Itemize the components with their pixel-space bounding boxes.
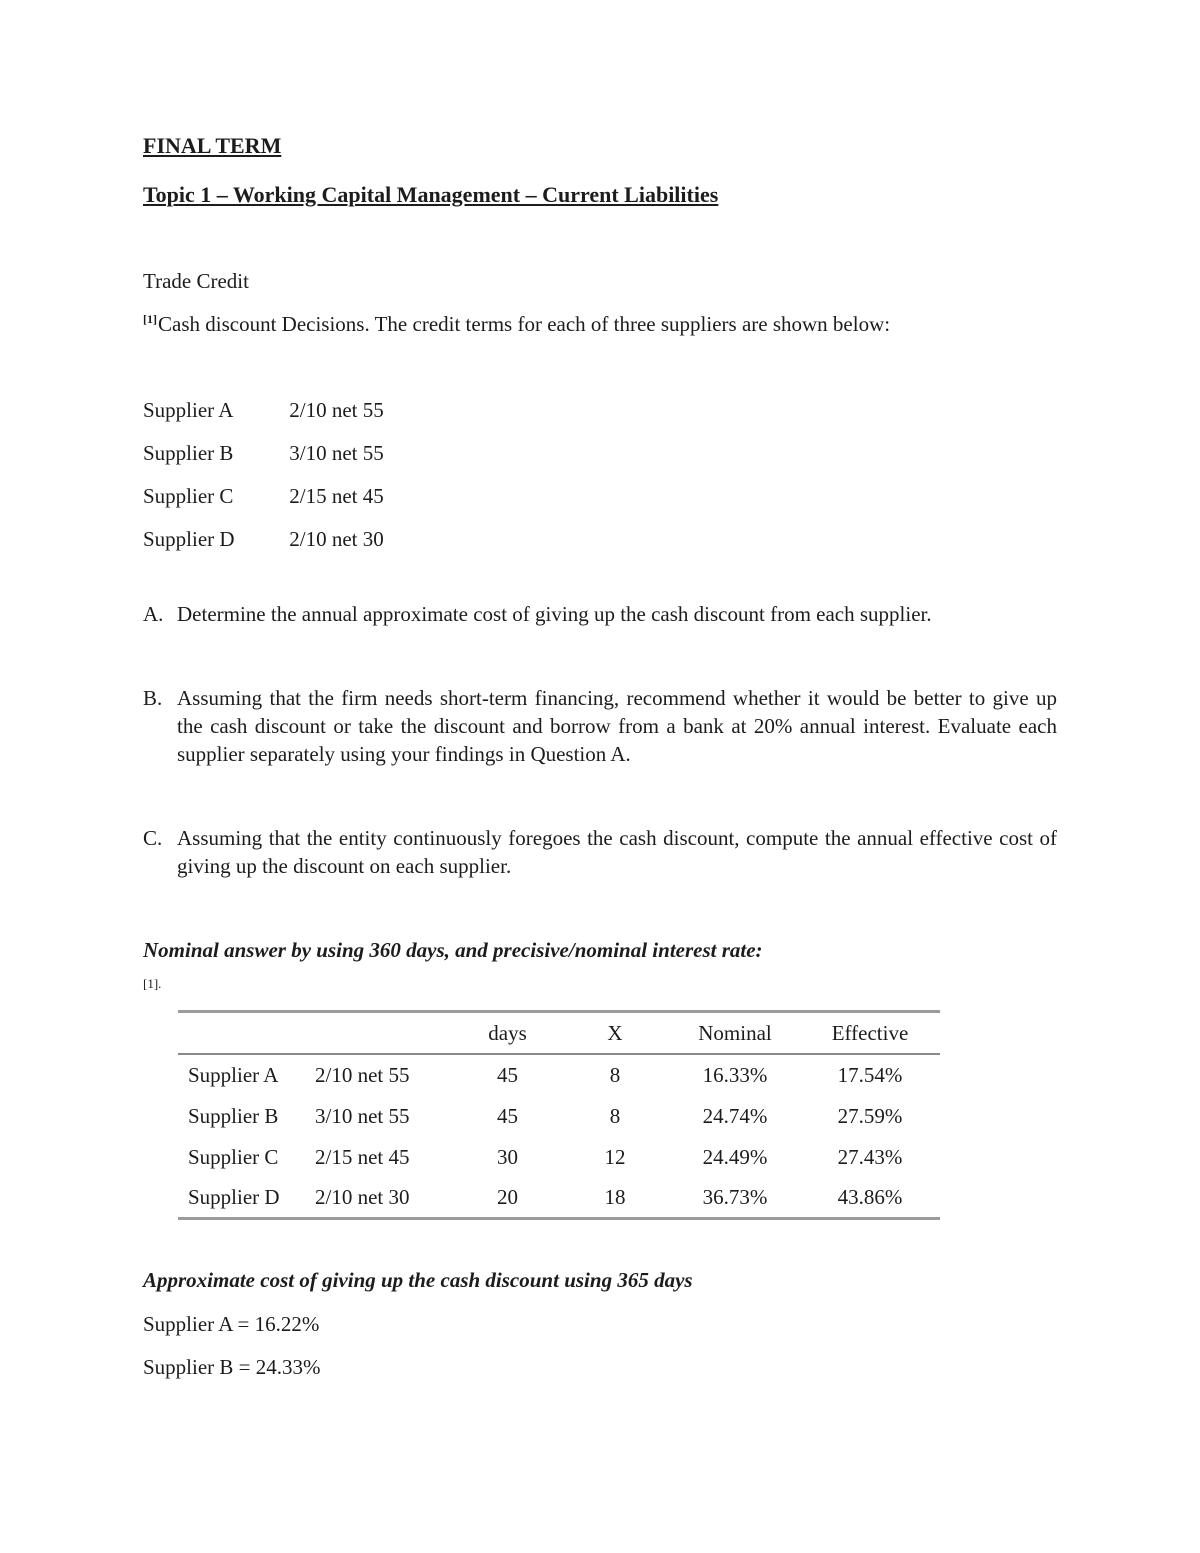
table-cell: Supplier A (188, 1063, 279, 1087)
supplier-name: Supplier C (143, 484, 234, 508)
question-text: Assuming that the firm needs short-term financing, recommend whether it would be better to give up the cash discount or take the discount and borrow from a bank at 20% annual interest. Evaluate each supplier separately using your findings in Question A. (177, 686, 1057, 766)
question-a (143, 600, 1057, 628)
footnote-marker: [1]. (143, 976, 162, 991)
table-row-supplier-c (178, 1136, 940, 1177)
supplier-terms: 2/10 net 55 (289, 398, 384, 422)
table-cell: 17.54% (837, 1063, 903, 1087)
table-header-cell: days (488, 1021, 527, 1045)
nominal-answer-heading: Nominal answer by using 360 days, and precisive/nominal interest rate: (143, 938, 763, 962)
supplier-line-b (143, 439, 1057, 467)
table-row-supplier-b (178, 1095, 940, 1136)
question-text: Determine the annual approximate cost of giving up the cash discount from each supplier. (177, 602, 932, 626)
supplier-line-c (143, 482, 1057, 510)
intro-text: Cash discount Decisions. The credit terms for each of three suppliers are shown below: (158, 312, 891, 336)
table-cell: Supplier B (188, 1103, 279, 1128)
table-cell: 8 (609, 1063, 621, 1087)
question-label: A. (143, 602, 164, 626)
supplier-terms: 2/10 net 30 (289, 527, 384, 551)
question-label: B. (143, 686, 163, 710)
table-cell: 30 (497, 1144, 518, 1169)
supplier-line-a (143, 396, 1057, 424)
intro-paragraph (143, 310, 1057, 338)
table-cell: 18 (604, 1185, 626, 1209)
supplier-terms: 3/10 net 55 (289, 441, 384, 465)
table-cell: 36.73% (702, 1185, 768, 1209)
table-cell: 24.74% (702, 1103, 768, 1128)
table-cell: 20 (497, 1185, 518, 1209)
supplier-name: Supplier B (143, 441, 234, 465)
supplier-terms-list (143, 396, 1057, 553)
table-cell: 2/10 net 55 (315, 1063, 410, 1087)
table-header-cell (178, 1012, 305, 1055)
question-c (143, 824, 1057, 880)
table-cell: 12 (604, 1144, 626, 1169)
supplier-name: Supplier A (143, 398, 234, 422)
supplier-line-d (143, 525, 1057, 553)
table-row-supplier-d (178, 1177, 940, 1219)
result-supplier-b: Supplier B = 24.33% (143, 1355, 321, 1379)
result-supplier-a: Supplier A = 16.22% (143, 1312, 320, 1336)
trade-credit-heading: Trade Credit (143, 269, 249, 293)
table-cell: 2/15 net 45 (315, 1144, 410, 1169)
document-title: FINAL TERM (143, 133, 282, 158)
table-cell: Supplier C (188, 1144, 279, 1169)
table-cell: 8 (609, 1103, 621, 1128)
cost-of-discount-table (178, 1010, 940, 1220)
table-cell: Supplier D (188, 1185, 280, 1209)
table-header-cell: Nominal (698, 1021, 772, 1045)
question-b (143, 684, 1057, 768)
table-row-supplier-a (178, 1054, 940, 1095)
supplier-name: Supplier D (143, 527, 235, 551)
table-header-cell: Effective (831, 1021, 909, 1045)
table-cell: 3/10 net 55 (315, 1103, 410, 1128)
table-cell: 2/10 net 30 (315, 1185, 410, 1209)
table-cell: 45 (497, 1063, 518, 1087)
question-label: C. (143, 826, 163, 850)
table-header-cell: X (607, 1021, 623, 1045)
table-cell: 16.33% (702, 1063, 768, 1087)
supplier-terms: 2/15 net 45 (289, 484, 384, 508)
document-subtitle: Topic 1 – Working Capital Management – Current Liabilities (143, 182, 719, 207)
table-cell: 27.59% (837, 1103, 903, 1128)
question-text: Assuming that the entity continuously foregoes the cash discount, compute the annual effective cost of giving up the discount on each supplier. (177, 826, 1057, 878)
table-header-row (178, 1012, 940, 1055)
approximate-cost-heading: Approximate cost of giving up the cash discount using 365 days (143, 1268, 693, 1292)
footnote-ref-icon: [1] (143, 312, 157, 326)
table-cell: 24.49% (702, 1144, 768, 1169)
table-cell: 43.86% (837, 1185, 903, 1209)
table-cell: 45 (497, 1103, 518, 1128)
table-header-cell (305, 1012, 455, 1055)
table-cell: 27.43% (837, 1144, 903, 1169)
